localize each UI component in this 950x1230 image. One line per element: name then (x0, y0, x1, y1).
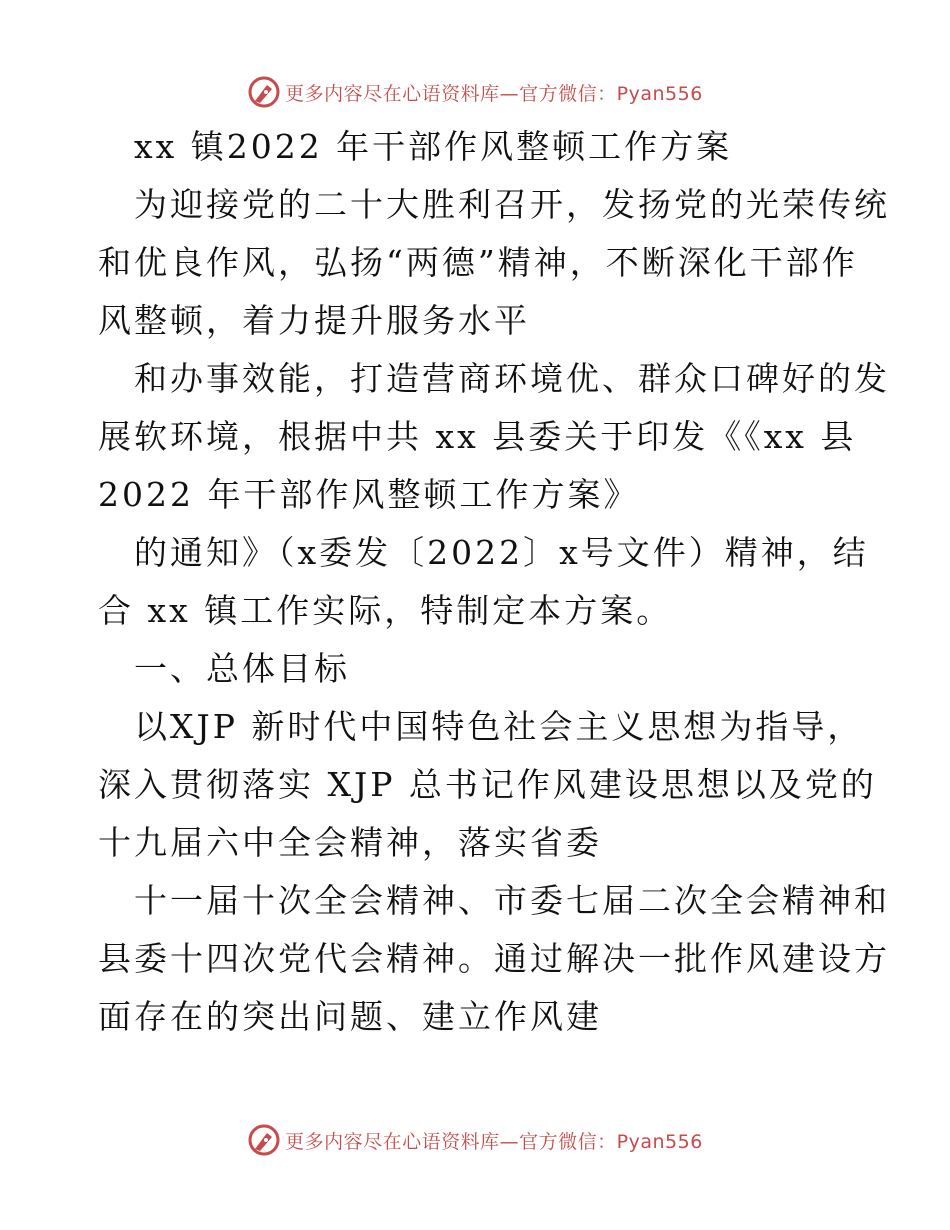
pen-nib-circle-icon (247, 1123, 281, 1157)
document-title: xx 镇2022 年干部作风整顿工作方案 (134, 127, 733, 166)
section-heading: 一、总体目标 (134, 649, 350, 688)
paragraph-line: 2022 年干部作风整顿工作方案》 (98, 475, 640, 514)
paragraph-line: 面存在的突出问题、建立作风建 (98, 997, 602, 1036)
paragraph-line: 合 xx 镇工作实际，特制定本方案。 (98, 591, 673, 630)
paragraph-line: 展软环境，根据中共 xx 县委关于印发《《xx 县 (98, 417, 857, 456)
watermark-footer (0, 1120, 950, 1160)
document-body (98, 118, 890, 1046)
paragraph-line: 和优良作风，弘扬“两德”精神，不断深化干部作 (98, 243, 858, 282)
watermark-text: 更多内容尽在心语资料库—官方微信：Pyan556 (285, 1130, 703, 1153)
paragraph-line: 十九届六中全会精神，落实省委 (98, 823, 602, 862)
paragraph-line: 县委十四次党代会精神。通过解决一批作风建设方 (98, 939, 890, 978)
paragraph-line: 风整顿，着力提升服务水平 (98, 301, 530, 340)
paragraph-line: 的通知》（x委发〔2022〕x号文件）精神，结 (134, 533, 869, 572)
paragraph-line: 为迎接党的二十大胜利召开，发扬党的光荣传统 (134, 185, 890, 224)
paragraph-line: 十一届十次全会精神、市委七届二次全会精神和 (134, 881, 890, 920)
watermark-text: 更多内容尽在心语资料库—官方微信：Pyan556 (285, 82, 703, 105)
pen-nib-circle-icon (247, 75, 281, 109)
watermark-header (0, 72, 950, 112)
paragraph-line: 和办事效能，打造营商环境优、群众口碑好的发 (134, 359, 890, 398)
paragraph-line: 深入贯彻落实 XJP 总书记作风建设思想以及党的 (98, 765, 877, 804)
paragraph-line: 以XJP 新时代中国特色社会主义思想为指导， (134, 707, 864, 746)
